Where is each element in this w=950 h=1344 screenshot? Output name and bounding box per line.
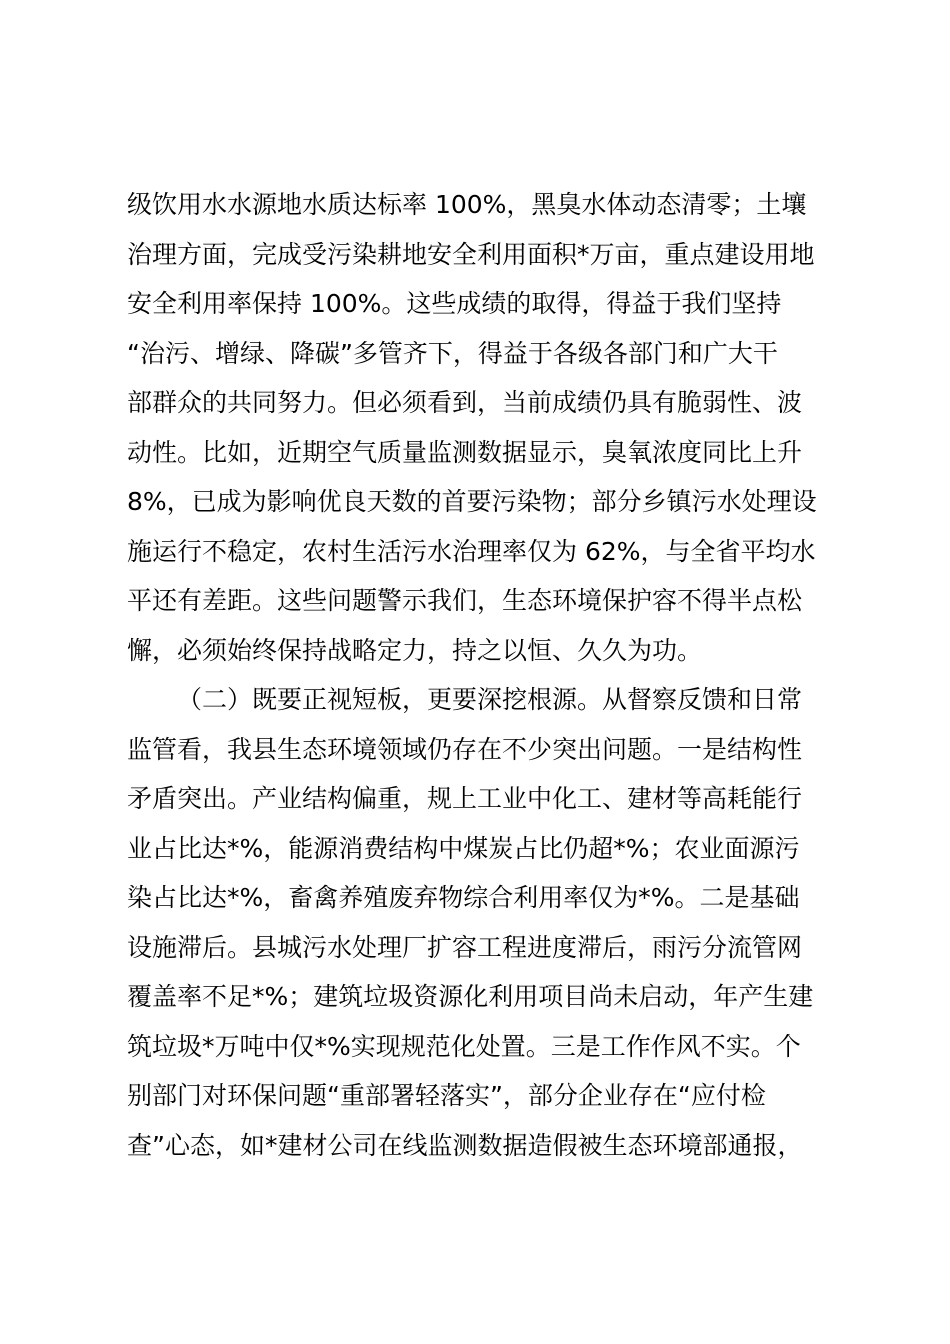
text-line: 级饮用水水源地水质达标率 100%，黑臭水体动态清零；土壤 bbox=[127, 190, 807, 219]
body-text bbox=[127, 180, 847, 1170]
text-line: 治理方面，完成受污染耕地安全利用面积*万亩，重点建设用地 bbox=[127, 239, 815, 269]
text-line: 设施滞后。县城污水处理厂扩容工程进度滞后，雨污分流管网 bbox=[127, 932, 803, 962]
text-line: 平还有差距。这些问题警示我们，生态环境保护容不得半点松 bbox=[127, 586, 803, 615]
text-line: 筑垃圾*万吨中仅*%实现规范化处置。三是工作作风不实。个 bbox=[127, 1031, 801, 1061]
text-line: 业占比达*%，能源消费结构中煤炭占比仍超*%；农业面源污 bbox=[127, 833, 800, 863]
text-line: 矛盾突出。产业结构偏重，规上工业中化工、建材等高耗能行 bbox=[127, 784, 803, 813]
text-line: 查”心态，如*建材公司在线监测数据造假被生态环境部通报， bbox=[127, 1130, 803, 1160]
text-line: 部群众的共同努力。但必须看到，当前成绩仍具有脆弱性、波 bbox=[127, 388, 803, 417]
text-line: 监管看，我县生态环境领域仍存在不少突出问题。一是结构性 bbox=[127, 734, 803, 764]
text-line: 8%，已成为影响优良天数的首要污染物；部分乡镇污水处理设 bbox=[127, 487, 817, 516]
text-line: 动性。比如，近期空气质量监测数据显示，臭氧浓度同比上升 bbox=[127, 437, 803, 467]
text-line: 覆盖率不足*%；建筑垃圾资源化利用项目尚未启动，年产生建 bbox=[127, 982, 814, 1011]
section-heading-line: （二）既要正视短板，更要深挖根源。从督察反馈和日常 bbox=[177, 685, 803, 714]
text-line: 染占比达*%，畜禽养殖废弃物综合利用率仅为*%。二是基础 bbox=[127, 883, 800, 912]
text-line: “治污、增绿、降碳”多管齐下，得益于各级各部门和广大干 bbox=[127, 338, 778, 368]
text-line: 施运行不稳定，农村生活污水治理率仅为 62%，与全省平均水 bbox=[127, 536, 816, 566]
text-line: 懈，必须始终保持战略定力，持之以恒、久久为功。 bbox=[127, 635, 703, 665]
text-line: 别部门对环保问题“重部署轻落实”，部分企业存在“应付检 bbox=[127, 1081, 766, 1110]
text-line: 安全利用率保持 100%。这些成绩的取得，得益于我们坚持 bbox=[127, 289, 782, 318]
